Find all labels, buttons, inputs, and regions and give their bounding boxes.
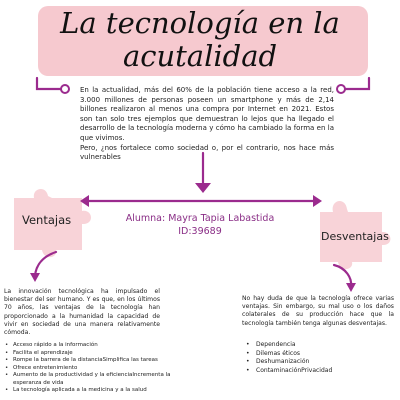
ventajas-list <box>4 342 174 395</box>
down-arrowhead <box>195 183 211 193</box>
list-item: • Aumento de la productividad y la eficienciaIncrementa la esperanza de vida <box>4 372 174 387</box>
intro-text <box>80 86 334 163</box>
intro-paragraph-1: En la actualidad, más del 60% de la población tiene acceso a la red, 3.000 millones de personas poseen un smartphone y más de 2,14 billones realizaron al menos una compra por Internet en 2021. Estos son tan solo tres ejemplos que demuestran lo lejos que ha llegado el desarrollo de la tecnología moderna y cómo ha cambiado la forma en la que vivimos. <box>80 86 334 142</box>
list-item: • La tecnología aplicada a la medicina y a la salud <box>4 387 174 395</box>
page-title-line-1: La tecnología en la <box>60 6 340 40</box>
list-item: • Dependencia <box>244 341 394 350</box>
intro-paragraph-2: Pero, ¿nos fortalece como sociedad o, por el contrario, nos hace más vulnerables <box>80 143 334 162</box>
ventajas-heading: Ventajas <box>22 213 72 227</box>
list-item: • Ofrece entretenimiento <box>4 365 174 373</box>
ventajas-paragraph: La innovación tecnológica ha impulsado el bienestar del ser humano. Y es que, en los últimos 70 años, las ventajas de la tecnología han proporcionado a la humanidad la capacidad de vivir en sociedad de una manera relativamente cómoda. <box>4 288 160 337</box>
author-name: Alumna: Mayra Tapia Labastida <box>125 213 275 224</box>
left-connector-dot <box>61 85 69 93</box>
ventajas-description <box>4 288 160 337</box>
desventajas-description <box>242 295 394 328</box>
desventajas-heading: Desventajas <box>321 230 389 243</box>
right-arrowhead <box>313 195 322 207</box>
page-title-line-2: acutalidad <box>122 39 278 73</box>
list-item: • Dilemas éticos <box>244 350 394 359</box>
desventajas-list <box>244 341 394 375</box>
desventajas-arrowhead <box>346 283 356 292</box>
list-item: • Facilita el aprendizaje <box>4 350 174 358</box>
title-right-connector <box>344 78 369 89</box>
list-item: • Rompe la barrera de la distanciaSimplifica las tareas <box>4 357 174 365</box>
desventajas-paragraph: No hay duda de que la tecnología ofrece varias ventajas. Sin embargo, su mal uso o los daños colaterales de su producción hace que la tecnología también tenga algunas desventajas. <box>242 295 394 327</box>
author-id: ID:39689 <box>178 226 222 237</box>
right-connector-dot <box>337 85 345 93</box>
list-item: • Acceso rápido a la información <box>4 342 174 350</box>
list-item: • ContaminaciónPrivacidad <box>244 367 394 376</box>
ventajas-arrowhead <box>30 273 40 282</box>
title-left-connector <box>37 78 62 89</box>
list-item: • Deshumanización <box>244 358 394 367</box>
author-block <box>120 212 280 238</box>
